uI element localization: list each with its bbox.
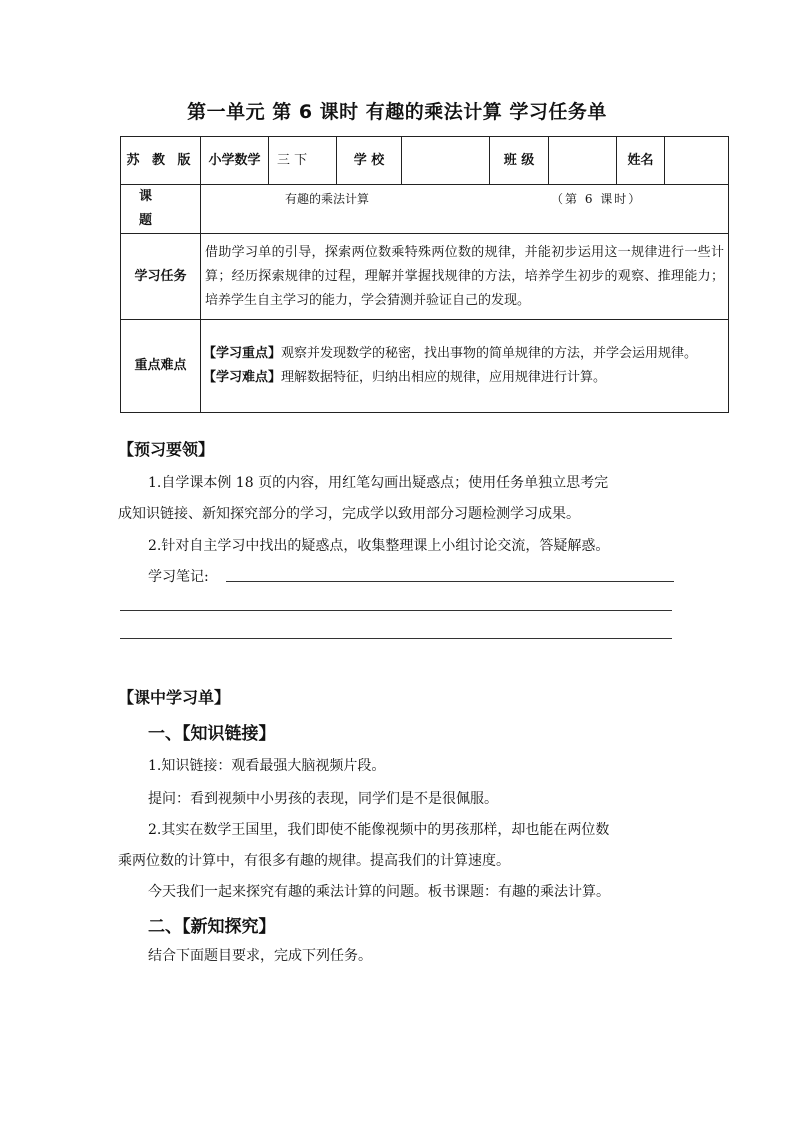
- name-label: 姓名: [617, 137, 665, 185]
- notes-line-2[interactable]: [120, 610, 672, 611]
- difficulty-text: 理解数据特征，归纳出相应的规律，应用规律进行计算。: [281, 370, 607, 385]
- focus-line: [203, 342, 726, 366]
- section1-heading: 一、【知识链接】: [148, 724, 276, 744]
- task-label: 学习任务: [121, 234, 201, 320]
- name-value[interactable]: [665, 137, 729, 185]
- difficulty-tag: 【学习难点】: [203, 370, 282, 385]
- course-cell: [201, 185, 729, 234]
- preview-p2: 2.针对自主学习中找出的疑惑点，收集整理课上小组讨论交流，答疑解惑。: [148, 538, 610, 554]
- course-row: [121, 185, 729, 234]
- preview-heading: 【预习要领】: [118, 440, 215, 459]
- difficulty-line: [203, 366, 726, 390]
- section2-p1: 结合下面题目要求，完成下列任务。: [148, 948, 372, 964]
- header-row: [121, 137, 729, 185]
- edition-cell: 苏 教 版: [121, 137, 201, 185]
- grade-cell: 三 下: [269, 137, 337, 185]
- key-row: [121, 320, 729, 413]
- section1-p1: 1.知识链接：观看最强大脑视频片段。: [148, 758, 386, 774]
- class-value[interactable]: [549, 137, 617, 185]
- key-label: 重点难点: [121, 320, 201, 413]
- section2-heading: 二、【新知探究】: [148, 917, 276, 937]
- classwork-heading: 【课中学习单】: [118, 688, 231, 707]
- notes-label: 学习笔记:: [148, 569, 209, 585]
- preview-p1-line2: 成知识链接、新知探究部分的学习，完成学以致用部分习题检测学习成果。: [118, 506, 580, 522]
- school-value[interactable]: [402, 137, 490, 185]
- task-text: 借助学习单的引导，探索两位数乘特殊两位数的规律，并能初步运用这一规律进行一些计算；经历探索规律的过程，理解并掌握找规律的方法，培养学生初步的观察、推理能力；培养学生自主学习的能力，学会猜测并验证自己的发现。: [201, 234, 729, 320]
- focus-text: 观察并发现数学的秘密，找出事物的简单规律的方法，并学会运用规律。: [281, 346, 698, 361]
- school-label: 学 校: [337, 137, 402, 185]
- info-table: [120, 136, 729, 413]
- section1-p2: 提问：看到视频中小男孩的表现，同学们是不是很佩服。: [148, 791, 498, 807]
- course-name: 有趣的乘法计算: [285, 192, 370, 206]
- focus-tag: 【学习重点】: [203, 346, 282, 361]
- section1-p4: 今天我们一起来探究有趣的乘法计算的问题。板书课题：有趣的乘法计算。: [148, 884, 610, 900]
- course-period: （第 6 课时）: [551, 192, 643, 206]
- class-label: 班 级: [490, 137, 549, 185]
- preview-p1-line1: 1.自学课本例 18 页的内容，用红笔勾画出疑惑点；使用任务单独立思考完: [148, 475, 609, 491]
- course-label: 课 题: [121, 185, 201, 234]
- notes-line-3[interactable]: [120, 638, 672, 639]
- key-content: [201, 320, 729, 413]
- page-title: 第一单元 第 6 课时 有趣的乘法计算 学习任务单: [187, 101, 607, 123]
- section1-p3-line1: 2.其实在数学王国里，我们即使不能像视频中的男孩那样，却也能在两位数: [148, 822, 610, 838]
- section1-p3-line2: 乘两位数的计算中，有很多有趣的规律。提高我们的计算速度。: [118, 853, 510, 869]
- notes-line-1[interactable]: [226, 581, 674, 582]
- task-row: [121, 234, 729, 320]
- subject-cell: 小学数学: [201, 137, 269, 185]
